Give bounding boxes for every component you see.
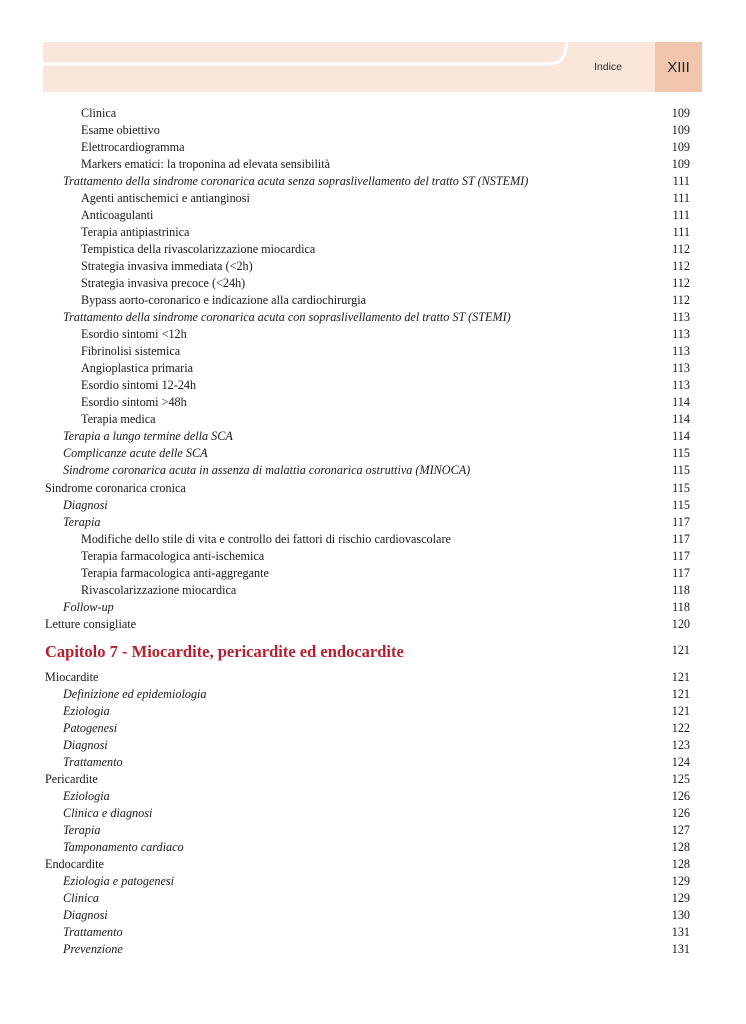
toc-entry-title: Complicanze acute delle SCA bbox=[63, 446, 208, 460]
toc-entry-page: 122 bbox=[671, 721, 690, 735]
toc-entry-page: 121 bbox=[671, 670, 690, 684]
toc-entry-page: 113 bbox=[672, 361, 690, 375]
toc-entry-title: Pericardite bbox=[45, 772, 98, 786]
toc-entry-title: Fibrinolisi sistemica bbox=[81, 344, 181, 358]
toc-entry-page: 114 bbox=[672, 395, 690, 409]
toc-entry[interactable] bbox=[81, 411, 690, 428]
toc-entry-title: Bypass aorto-coronarico e indicazione alla cardiochirurgia bbox=[81, 293, 367, 307]
toc-entry[interactable] bbox=[45, 616, 690, 633]
toc-entry[interactable] bbox=[81, 326, 690, 343]
toc-entry[interactable] bbox=[63, 703, 690, 720]
toc-entry-title: Rivascolarizzazione miocardica bbox=[81, 583, 237, 597]
toc-entry-page: 112 bbox=[672, 259, 690, 273]
toc-entry[interactable] bbox=[81, 292, 690, 309]
toc-entry[interactable] bbox=[63, 428, 690, 445]
toc-entry-title: Trattamento bbox=[63, 755, 123, 769]
toc-entry[interactable] bbox=[63, 514, 690, 531]
toc-entry[interactable] bbox=[63, 173, 690, 190]
toc-entry-page: 118 bbox=[672, 600, 690, 614]
toc-entry-page: 129 bbox=[671, 874, 690, 888]
toc-entry[interactable] bbox=[81, 207, 690, 224]
toc-entry-title: Eziologia bbox=[63, 704, 110, 718]
toc-entry-page: 113 bbox=[672, 327, 690, 341]
toc-entry-title: Strategia invasiva immediata (<2h) bbox=[81, 259, 253, 273]
toc-entry-title: Eziologia e patogenesi bbox=[63, 874, 175, 888]
toc-entry[interactable] bbox=[63, 599, 690, 616]
toc-entry-title: Angioplastica primaria bbox=[81, 361, 194, 375]
toc-entry-page: 115 bbox=[672, 498, 690, 512]
toc-entry-title: Diagnosi bbox=[63, 908, 108, 922]
toc-entry-page: 112 bbox=[672, 242, 690, 256]
toc-entry-title: Terapia farmacologica anti-aggregante bbox=[81, 566, 269, 580]
toc-entry-title: Esordio sintomi >48h bbox=[81, 395, 187, 409]
toc-entry-page: 111 bbox=[672, 208, 690, 222]
toc-entry-page: 126 bbox=[671, 806, 690, 820]
toc-entry-title: Strategia invasiva precoce (<24h) bbox=[81, 276, 246, 290]
toc-entry[interactable] bbox=[63, 907, 690, 924]
toc-entry[interactable] bbox=[81, 190, 690, 207]
toc-entry-title: Esordio sintomi <12h bbox=[81, 327, 187, 341]
toc-entry-title: Clinica bbox=[63, 891, 99, 905]
toc-entry[interactable] bbox=[81, 582, 690, 599]
toc-entry[interactable] bbox=[45, 856, 690, 873]
toc-entry-title: Miocardite bbox=[45, 670, 99, 684]
toc-entry[interactable] bbox=[81, 565, 690, 582]
toc-entry[interactable] bbox=[63, 497, 690, 514]
toc-entry-page: 109 bbox=[671, 106, 690, 120]
toc-entry-title: Clinica bbox=[81, 106, 117, 120]
toc-entry[interactable] bbox=[63, 754, 690, 771]
toc-entry-page: 121 bbox=[671, 687, 690, 701]
chapter-title: Capitolo 7 - Miocardite, pericardite ed endocardite bbox=[45, 642, 404, 661]
toc-entry-title: Terapia antipiastrinica bbox=[81, 225, 190, 239]
toc-entry-page: 131 bbox=[671, 942, 690, 956]
toc-entry-title: Tempistica della rivascolarizzazione miocardica bbox=[81, 242, 316, 256]
toc-entry[interactable] bbox=[81, 531, 690, 548]
toc-entry[interactable] bbox=[81, 548, 690, 565]
toc-entry-page: 118 bbox=[672, 583, 690, 597]
toc-entry[interactable] bbox=[81, 394, 690, 411]
toc-entry[interactable] bbox=[45, 480, 690, 497]
toc-entry-page: 115 bbox=[672, 481, 690, 495]
toc-entry[interactable] bbox=[63, 309, 690, 326]
toc-entry-page: 125 bbox=[671, 772, 690, 786]
toc-entry[interactable] bbox=[81, 156, 690, 173]
toc-entry[interactable] bbox=[81, 343, 690, 360]
toc-entry-title: Follow-up bbox=[63, 600, 114, 614]
toc-entry-page: 123 bbox=[671, 738, 690, 752]
toc-entry-title: Modifiche dello stile di vita e controllo dei fattori di rischio cardiovascolare bbox=[81, 532, 451, 546]
toc-entry-title: Definizione ed epidemiologia bbox=[63, 687, 207, 701]
toc-entry[interactable] bbox=[81, 275, 690, 292]
toc-entry-page: 130 bbox=[671, 908, 690, 922]
toc-entry-title: Sindrome coronarica acuta in assenza di malattia coronarica ostruttiva (MINOCA) bbox=[63, 463, 471, 477]
chapter-heading[interactable] bbox=[45, 642, 690, 664]
toc-entry[interactable] bbox=[63, 805, 690, 822]
toc-entry-page: 124 bbox=[671, 755, 690, 769]
toc-entry[interactable] bbox=[81, 105, 690, 122]
toc-entry-title: Trattamento della sindrome coronarica acuta con sopraslivellamento del tratto ST (STEMI) bbox=[63, 310, 511, 324]
toc-entry[interactable] bbox=[81, 224, 690, 241]
toc-entry[interactable] bbox=[63, 462, 690, 479]
toc-entry-page: 112 bbox=[672, 276, 690, 290]
toc-entry[interactable] bbox=[63, 822, 690, 839]
toc-entry-page: 109 bbox=[671, 140, 690, 154]
toc-entry-page: 115 bbox=[672, 463, 690, 477]
toc-entry[interactable] bbox=[63, 839, 690, 856]
toc-entry-page: 115 bbox=[672, 446, 690, 460]
running-header-title: Indice bbox=[594, 61, 623, 73]
toc-entry-title: Terapia a lungo termine della SCA bbox=[63, 429, 233, 443]
toc-entry[interactable] bbox=[45, 771, 690, 788]
toc-entry[interactable] bbox=[81, 241, 690, 258]
toc-entry[interactable] bbox=[81, 122, 690, 139]
toc-entry-title: Esame obiettivo bbox=[81, 123, 160, 137]
toc-entry-title: Anticoagulanti bbox=[81, 208, 154, 222]
toc-entry-title: Letture consigliate bbox=[45, 617, 137, 631]
toc-entry-page: 120 bbox=[671, 617, 690, 631]
page-number: XIII bbox=[655, 42, 702, 92]
toc-entry-page: 113 bbox=[672, 378, 690, 392]
toc-entry[interactable] bbox=[63, 941, 690, 958]
toc-entry-title: Terapia bbox=[63, 823, 101, 837]
toc-entry-page: 113 bbox=[672, 344, 690, 358]
toc-entry[interactable] bbox=[45, 669, 690, 686]
toc-entry[interactable] bbox=[63, 924, 690, 941]
toc-entry[interactable] bbox=[63, 873, 690, 890]
toc-entry-page: 114 bbox=[672, 412, 690, 426]
toc-entry-page: 121 bbox=[671, 704, 690, 718]
toc-entry-page: 117 bbox=[672, 532, 690, 546]
chapter-page: 121 bbox=[671, 643, 690, 657]
toc-entry-title: Clinica e diagnosi bbox=[63, 806, 153, 820]
toc-entry[interactable] bbox=[81, 258, 690, 275]
toc-entry[interactable] bbox=[63, 445, 690, 462]
toc-entry-page: 111 bbox=[672, 225, 690, 239]
toc-entry-page: 129 bbox=[671, 891, 690, 905]
toc-entry-page: 128 bbox=[671, 857, 690, 871]
toc-entry[interactable] bbox=[81, 377, 690, 394]
toc-entry-title: Eziologia bbox=[63, 789, 110, 803]
toc-entry-title: Agenti antischemici e antianginosi bbox=[81, 191, 250, 205]
toc-entry-title: Diagnosi bbox=[63, 498, 108, 512]
toc-entry-page: 127 bbox=[671, 823, 690, 837]
toc-entry-page: 111 bbox=[672, 191, 690, 205]
toc-entry-page: 128 bbox=[671, 840, 690, 854]
toc-entry[interactable] bbox=[63, 686, 690, 703]
toc-entry-title: Terapia medica bbox=[81, 412, 156, 426]
toc-entry-page: 111 bbox=[672, 174, 690, 188]
toc-entry-page: 126 bbox=[671, 789, 690, 803]
toc-entry-page: 114 bbox=[672, 429, 690, 443]
toc-entry-page: 109 bbox=[671, 123, 690, 137]
toc-entry-title: Elettrocardiogramma bbox=[81, 140, 185, 154]
toc-entry-page: 113 bbox=[672, 310, 690, 324]
toc-entry-page: 109 bbox=[671, 157, 690, 171]
toc-entry-title: Tamponamento cardiaco bbox=[63, 840, 184, 854]
toc-entry-page: 117 bbox=[672, 515, 690, 529]
toc-entry-page: 112 bbox=[672, 293, 690, 307]
toc-entry-title: Terapia farmacologica anti-ischemica bbox=[81, 549, 265, 563]
toc-entry[interactable] bbox=[63, 788, 690, 805]
toc-entry[interactable] bbox=[63, 737, 690, 754]
toc-entry-title: Esordio sintomi 12-24h bbox=[81, 378, 197, 392]
toc-entry[interactable] bbox=[81, 139, 690, 156]
toc-entry-title: Sindrome coronarica cronica bbox=[45, 481, 186, 495]
toc-entry-title: Endocardite bbox=[45, 857, 104, 871]
toc-entry-page: 117 bbox=[672, 549, 690, 563]
toc-entry-title: Patogenesi bbox=[63, 721, 118, 735]
toc-entry-title: Diagnosi bbox=[63, 738, 108, 752]
toc-entry-page: 117 bbox=[672, 566, 690, 580]
toc-entry-title: Prevenzione bbox=[63, 942, 123, 956]
toc-entry-title: Trattamento della sindrome coronarica acuta senza sopraslivellamento del tratto ST (NSTEMI) bbox=[63, 174, 529, 188]
toc-entry[interactable] bbox=[63, 720, 690, 737]
toc-entry-title: Markers ematici: la troponina ad elevata sensibilità bbox=[81, 157, 331, 171]
toc-entry-title: Trattamento bbox=[63, 925, 123, 939]
toc-entry[interactable] bbox=[81, 360, 690, 377]
toc-entry-page: 131 bbox=[671, 925, 690, 939]
toc-entry[interactable] bbox=[63, 890, 690, 907]
toc-entry-title: Terapia bbox=[63, 515, 101, 529]
